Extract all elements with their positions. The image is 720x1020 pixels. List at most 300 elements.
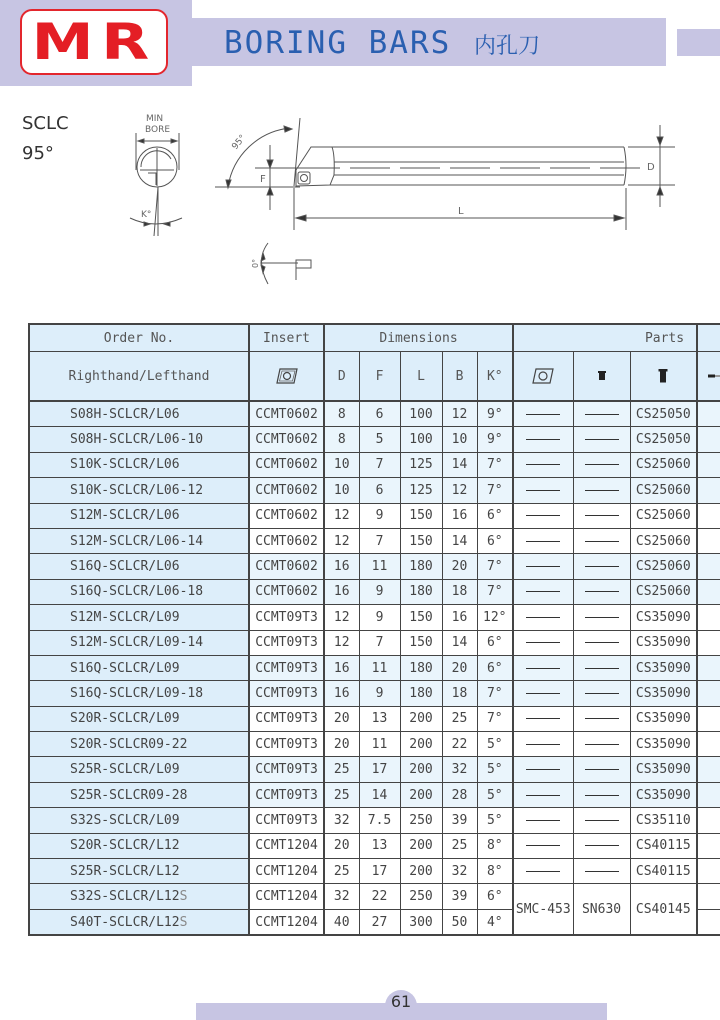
shim-cell: [513, 528, 573, 553]
f-cell: 22: [359, 884, 400, 909]
l-cell: 180: [400, 655, 442, 680]
header-l: L: [400, 352, 442, 402]
f-cell: 17: [359, 859, 400, 884]
order-no-cell: [29, 833, 249, 858]
shim-cell: [513, 401, 573, 427]
k-cell: 5°: [477, 757, 513, 782]
shim-screw-cell: [573, 681, 630, 706]
header-insert-icon-cell: [249, 352, 324, 402]
d-cell: 16: [324, 655, 359, 680]
clamp-screw-cell: CS35090: [630, 655, 697, 680]
header-row-1: [29, 324, 720, 352]
insert-cell: CCMT09T3: [249, 681, 324, 706]
not-applicable-dash: [526, 566, 560, 567]
k-cell: 12°: [477, 605, 513, 630]
spec-table: [28, 323, 720, 936]
k-cell: 6°: [477, 503, 513, 528]
not-applicable-dash: [526, 845, 560, 846]
header-row-2: [29, 352, 720, 402]
b-cell: 16: [442, 605, 477, 630]
order-no-cell: [29, 909, 249, 935]
order-no: S12M-SCLCR/L09-14: [70, 635, 204, 651]
min-bore-view: [130, 133, 182, 236]
clamp-screw-cell: CS40115: [630, 833, 697, 858]
order-no: S12M-SCLCR/L06: [70, 508, 180, 524]
d-cell: 8: [324, 401, 359, 427]
not-applicable-dash: [526, 795, 560, 796]
shim-screw-icon: [597, 370, 607, 382]
wrench-cell: [697, 884, 720, 909]
d-cell: 12: [324, 630, 359, 655]
wrench-cell: [697, 782, 720, 807]
clamp-screw-cell: CS35090: [630, 706, 697, 731]
not-applicable-dash: [526, 515, 560, 516]
not-applicable-dash: [585, 591, 619, 592]
shim-screw-cell: [573, 655, 630, 680]
clamp-screw-cell: CS25050: [630, 401, 697, 427]
k-angle-label: K°: [141, 210, 152, 220]
shim-screw-cell: [573, 782, 630, 807]
clamp-screw-cell: CS25060: [630, 478, 697, 503]
shim-screw-cell: [573, 859, 630, 884]
not-applicable-dash: [526, 642, 560, 643]
not-applicable-dash: [585, 642, 619, 643]
table-row: [29, 579, 720, 604]
shim-cell: [513, 579, 573, 604]
shim-screw-cell: [573, 808, 630, 833]
l-cell: 100: [400, 427, 442, 452]
clamp-screw-icon: [658, 368, 668, 384]
f-cell: 9: [359, 605, 400, 630]
shim-screw-cell: [573, 401, 630, 427]
order-no: S10K-SCLCR/L06: [70, 457, 180, 473]
clamp-screw-cell: CS35090: [630, 757, 697, 782]
shim-cell: [513, 503, 573, 528]
not-applicable-dash: [585, 693, 619, 694]
header-shim-screw-cell: [573, 352, 630, 402]
l-cell: 200: [400, 859, 442, 884]
clamp-screw-cell: CS35090: [630, 782, 697, 807]
shim-screw-cell: [573, 579, 630, 604]
order-no-cell: [29, 579, 249, 604]
insert-cell: CCMT09T3: [249, 782, 324, 807]
not-applicable-dash: [585, 490, 619, 491]
insert-cell: CCMT0602: [249, 452, 324, 477]
order-no: S25R-SCLCR09-28: [70, 787, 188, 803]
order-no-cell: [29, 427, 249, 452]
wrench-cell: [697, 681, 720, 706]
wrench-cell: [697, 833, 720, 858]
k-cell: 6°: [477, 630, 513, 655]
not-applicable-dash: [585, 845, 619, 846]
table-row: [29, 732, 720, 757]
order-no-cell: [29, 605, 249, 630]
not-applicable-dash: [526, 769, 560, 770]
not-applicable-dash: [585, 414, 619, 415]
table-row: [29, 859, 720, 884]
shim-cell: [513, 757, 573, 782]
shim-cell: [513, 427, 573, 452]
l-cell: 200: [400, 757, 442, 782]
clamp-screw-cell: CS25060: [630, 528, 697, 553]
not-applicable-dash: [526, 617, 560, 618]
d-cell: 16: [324, 681, 359, 706]
rake-view: [260, 243, 311, 284]
insert-cell: CCMT09T3: [249, 706, 324, 731]
table-row: [29, 452, 720, 477]
table-row: [29, 884, 720, 909]
header-b: B: [442, 352, 477, 402]
f-cell: 17: [359, 757, 400, 782]
shim-cell: [513, 732, 573, 757]
d-cell: 12: [324, 528, 359, 553]
b-cell: 14: [442, 630, 477, 655]
order-no: S10K-SCLCR/L06-12: [70, 482, 204, 498]
k-cell: 6°: [477, 884, 513, 909]
b-cell: 22: [442, 732, 477, 757]
order-no-cell: [29, 681, 249, 706]
clamp-screw-cell: CS25060: [630, 452, 697, 477]
d-dimension-label: D: [647, 162, 655, 173]
d-cell: 10: [324, 478, 359, 503]
order-no: S25R-SCLCR/L12: [70, 863, 180, 879]
wrench-cell: [697, 452, 720, 477]
shim-screw-cell: [573, 833, 630, 858]
l-cell: 200: [400, 833, 442, 858]
wrench-cell: [697, 579, 720, 604]
insert-cell: CCMT1204: [249, 859, 324, 884]
table-row: [29, 630, 720, 655]
order-no: S16Q-SCLCR/L06-18: [70, 584, 204, 600]
clamp-screw-cell: CS25050: [630, 427, 697, 452]
b-cell: 20: [442, 655, 477, 680]
k-cell: 4°: [477, 909, 513, 935]
b-cell: 18: [442, 579, 477, 604]
d-cell: 25: [324, 859, 359, 884]
clamp-screw-cell: CS35090: [630, 630, 697, 655]
shim-screw-cell: [573, 427, 630, 452]
d-cell: 8: [324, 427, 359, 452]
f-cell: 11: [359, 655, 400, 680]
order-no-cell: [29, 859, 249, 884]
order-no: S25R-SCLCR/L09: [70, 762, 180, 778]
insert-cell: CCMT0602: [249, 554, 324, 579]
b-cell: 28: [442, 782, 477, 807]
page-title-cn: 内孔刀: [473, 34, 540, 59]
l-cell: 125: [400, 452, 442, 477]
wrench-cell: [697, 808, 720, 833]
clamp-screw-cell: CS25060: [630, 554, 697, 579]
not-applicable-dash: [526, 490, 560, 491]
shim-screw-cell: [573, 732, 630, 757]
not-applicable-dash: [526, 820, 560, 821]
not-applicable-dash: [526, 718, 560, 719]
table-row: [29, 706, 720, 731]
order-no-cell: [29, 884, 249, 909]
l-cell: 250: [400, 808, 442, 833]
insert-cell: CCMT1204: [249, 909, 324, 935]
d-cell: 12: [324, 503, 359, 528]
model-code: SCLC: [22, 113, 69, 134]
k-cell: 7°: [477, 554, 513, 579]
shim-cell: [513, 478, 573, 503]
order-no: S12M-SCLCR/L09: [70, 609, 180, 625]
table-row: [29, 782, 720, 807]
order-no: S20R-SCLCR/L09: [70, 711, 180, 727]
order-no-cell: [29, 706, 249, 731]
min-bore-label-2: BORE: [145, 125, 171, 135]
insert-cell: CCMT0602: [249, 401, 324, 427]
l-cell: 150: [400, 605, 442, 630]
clamp-screw-cell: CS40115: [630, 859, 697, 884]
k-cell: 5°: [477, 808, 513, 833]
wrench-icon: [698, 373, 720, 379]
l-cell: 250: [400, 884, 442, 909]
insert-cell: CCMT09T3: [249, 757, 324, 782]
shim-screw-cell-merged: SN630: [573, 884, 630, 935]
table-row: [29, 427, 720, 452]
shim-screw-cell: [573, 605, 630, 630]
order-no-cell: [29, 757, 249, 782]
not-applicable-dash: [526, 541, 560, 542]
l-cell: 100: [400, 401, 442, 427]
k-cell: 6°: [477, 528, 513, 553]
table-row: [29, 554, 720, 579]
shim-screw-cell: [573, 478, 630, 503]
wrench-cell: [697, 554, 720, 579]
k-cell: 7°: [477, 452, 513, 477]
header-shim-cell: [513, 352, 573, 402]
f-cell: 9: [359, 579, 400, 604]
d-cell: 20: [324, 732, 359, 757]
header-extra: [697, 324, 720, 352]
not-applicable-dash: [585, 464, 619, 465]
b-cell: 25: [442, 833, 477, 858]
not-applicable-dash: [585, 744, 619, 745]
wrench-cell: [697, 503, 720, 528]
table-row: [29, 503, 720, 528]
not-applicable-dash: [585, 795, 619, 796]
b-cell: 12: [442, 401, 477, 427]
b-cell: 14: [442, 528, 477, 553]
approach-angle-label: 95°: [230, 133, 249, 152]
insert-cell: CCMT0602: [249, 427, 324, 452]
f-cell: 6: [359, 401, 400, 427]
shim-cell: [513, 655, 573, 680]
shim-cell: [513, 706, 573, 731]
header-decor-square: [677, 29, 720, 56]
header-d: D: [324, 352, 359, 402]
not-applicable-dash: [526, 668, 560, 669]
side-view: [215, 118, 675, 230]
d-cell: 20: [324, 833, 359, 858]
f-cell: 13: [359, 706, 400, 731]
header-clamp-screw-cell: [630, 352, 697, 402]
order-no-cell: [29, 528, 249, 553]
k-cell: 7°: [477, 706, 513, 731]
k-cell: 9°: [477, 427, 513, 452]
table-row: [29, 401, 720, 427]
d-cell: 25: [324, 757, 359, 782]
f-cell: 14: [359, 782, 400, 807]
order-no-cell: [29, 808, 249, 833]
shim-cell: [513, 605, 573, 630]
l-dimension-label: L: [458, 206, 464, 217]
wrench-cell: [697, 427, 720, 452]
table-row: [29, 757, 720, 782]
wrench-cell: [697, 630, 720, 655]
f-dimension-label: F: [260, 174, 266, 185]
title-band: [192, 18, 666, 66]
table-row: [29, 605, 720, 630]
shim-cell: [513, 859, 573, 884]
order-no-cell: [29, 782, 249, 807]
wrench-cell: [697, 401, 720, 427]
not-applicable-dash: [585, 769, 619, 770]
b-cell: 25: [442, 706, 477, 731]
order-no: S20R-SCLCR09-22: [70, 736, 188, 752]
rake-angle-label: 0°: [251, 258, 260, 268]
b-cell: 39: [442, 808, 477, 833]
not-applicable-dash: [585, 718, 619, 719]
f-cell: 27: [359, 909, 400, 935]
l-cell: 200: [400, 706, 442, 731]
header-insert: Insert: [249, 324, 324, 352]
header-hand: Righthand/Lefthand: [29, 352, 249, 402]
b-cell: 39: [442, 884, 477, 909]
k-cell: 7°: [477, 478, 513, 503]
insert-cell: CCMT0602: [249, 478, 324, 503]
insert-cell: CCMT09T3: [249, 655, 324, 680]
k-cell: 8°: [477, 859, 513, 884]
not-applicable-dash: [585, 617, 619, 618]
min-bore-label-1: MIN: [146, 114, 164, 124]
d-cell: 32: [324, 884, 359, 909]
l-cell: 300: [400, 909, 442, 935]
wrench-cell: [697, 732, 720, 757]
wrench-cell: [697, 528, 720, 553]
wrench-cell: [697, 909, 720, 935]
order-no: S16Q-SCLCR/L09: [70, 660, 180, 676]
shim-cell: [513, 554, 573, 579]
l-cell: 125: [400, 478, 442, 503]
order-no: S16Q-SCLCR/L09-18: [70, 685, 204, 701]
order-no-cell: [29, 554, 249, 579]
b-cell: 16: [442, 503, 477, 528]
clamp-screw-cell-merged: CS40145: [630, 884, 697, 935]
d-cell: 12: [324, 605, 359, 630]
b-cell: 20: [442, 554, 477, 579]
d-cell: 16: [324, 554, 359, 579]
order-no-cell: [29, 630, 249, 655]
table-row: [29, 478, 720, 503]
l-cell: 150: [400, 630, 442, 655]
not-applicable-dash: [585, 566, 619, 567]
order-no-cell: [29, 732, 249, 757]
wrench-cell: [697, 605, 720, 630]
header-f: F: [359, 352, 400, 402]
not-applicable-dash: [585, 871, 619, 872]
not-applicable-dash: [526, 693, 560, 694]
shim-screw-cell: [573, 554, 630, 579]
order-no-cell: [29, 452, 249, 477]
b-cell: 10: [442, 427, 477, 452]
b-cell: 18: [442, 681, 477, 706]
table-row: [29, 808, 720, 833]
shim-screw-cell: [573, 528, 630, 553]
l-cell: 200: [400, 782, 442, 807]
table-row: [29, 681, 720, 706]
clamp-screw-cell: CS35090: [630, 681, 697, 706]
l-cell: 150: [400, 503, 442, 528]
header-parts: Parts: [513, 324, 697, 352]
insert-cell: CCMT09T3: [249, 630, 324, 655]
l-cell: 150: [400, 528, 442, 553]
clamp-screw-cell: CS25060: [630, 503, 697, 528]
shim-insert-icon: [531, 367, 555, 385]
order-no: S40T-SCLCR/L12: [70, 914, 180, 930]
b-cell: 12: [442, 478, 477, 503]
order-no: S32S-SCLCR/L12: [70, 889, 180, 905]
order-no-cell: [29, 478, 249, 503]
page-title-en: BORING BARS: [224, 25, 452, 61]
wrench-cell: [697, 706, 720, 731]
insert-cell: CCMT0602: [249, 528, 324, 553]
k-cell: 8°: [477, 833, 513, 858]
f-cell: 11: [359, 732, 400, 757]
shim-cell: [513, 681, 573, 706]
not-applicable-dash: [526, 591, 560, 592]
brand-logo: [20, 9, 168, 75]
wrench-cell: [697, 655, 720, 680]
insert-cell: CCMT1204: [249, 884, 324, 909]
table-row: [29, 528, 720, 553]
not-applicable-dash: [585, 820, 619, 821]
clamp-screw-cell: CS25060: [630, 579, 697, 604]
l-cell: 180: [400, 554, 442, 579]
not-applicable-dash: [526, 464, 560, 465]
order-no: S08H-SCLCR/L06-10: [70, 432, 204, 448]
order-no: S20R-SCLCR/L12: [70, 838, 180, 854]
order-no-cell: [29, 401, 249, 427]
shim-screw-cell: [573, 706, 630, 731]
shim-cell: [513, 808, 573, 833]
not-applicable-dash: [585, 668, 619, 669]
shim-screw-cell: [573, 630, 630, 655]
f-cell: 5: [359, 427, 400, 452]
f-cell: 7: [359, 452, 400, 477]
d-cell: 25: [324, 782, 359, 807]
b-cell: 14: [442, 452, 477, 477]
table-row: [29, 833, 720, 858]
order-no-suffix: S: [179, 889, 188, 905]
not-applicable-dash: [526, 414, 560, 415]
l-cell: 180: [400, 579, 442, 604]
insert-cell: CCMT09T3: [249, 605, 324, 630]
k-cell: 5°: [477, 732, 513, 757]
insert-cell: CCMT09T3: [249, 732, 324, 757]
wrench-cell: [697, 478, 720, 503]
k-cell: 6°: [477, 655, 513, 680]
order-no: S12M-SCLCR/L06-14: [70, 533, 204, 549]
d-cell: 40: [324, 909, 359, 935]
not-applicable-dash: [526, 439, 560, 440]
order-no-cell: [29, 655, 249, 680]
l-cell: 180: [400, 681, 442, 706]
insert-cell: CCMT0602: [249, 579, 324, 604]
not-applicable-dash: [526, 744, 560, 745]
insert-cell: CCMT09T3: [249, 808, 324, 833]
